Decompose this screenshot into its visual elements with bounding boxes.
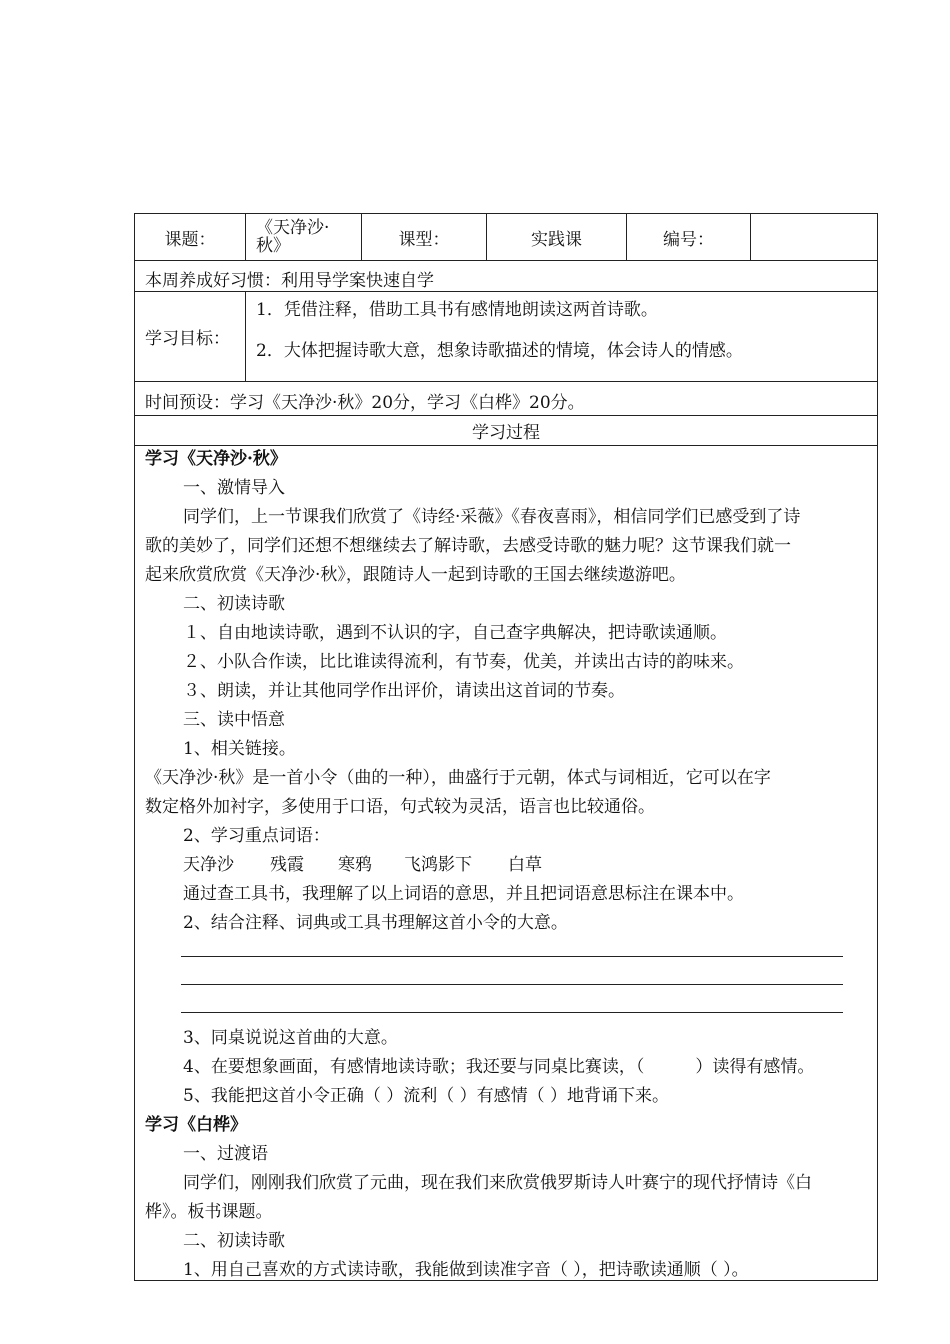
answer-line-2[interactable] [181,984,843,985]
intro-line-2: 歌的美妙了，同学们还想不想继续去了解诗歌，去感受诗歌的魅力呢？这节课我们就一 [145,536,791,556]
key-word: 寒鸦 [338,855,372,875]
time-row [135,382,877,416]
recite-task: 5、我能把这首小令正确（ ）流利（ ）有感情（ ）地背诵下来。 [183,1086,670,1106]
step-heading-first-reading-2: 二、初读诗歌 [183,1231,285,1251]
topic-value-line1: 《天净沙· [256,218,330,238]
answer-line-3[interactable] [181,1012,843,1013]
key-word: 白草 [508,855,542,875]
section-title-tianjingsha: 学习《天净沙·秋》 [145,449,287,469]
number-label-cell [627,214,751,260]
process-body [135,446,877,1280]
topic-label-cell [135,214,246,260]
topic-value-cell [246,214,362,260]
lesson-plan-table [134,213,878,1281]
type-label: 课型： [398,229,450,250]
header-row [135,214,877,261]
key-word: 残霞 [270,855,304,875]
type-value-cell [487,214,627,260]
link-text-line-2: 数定格外加衬字，多使用于口语，句式较为灵活，语言也比较通俗。 [145,797,655,817]
answer-line-1[interactable] [181,956,843,957]
step-heading-understanding: 三、读中悟意 [183,710,285,730]
key-word: 飞鸿影下 [404,855,472,875]
type-value: 实践课 [531,229,582,250]
step-heading-first-reading: 二、初读诗歌 [183,594,285,614]
goals-row [135,292,877,382]
step-heading-intro: 一、激情导入 [183,478,285,498]
imagine-task: 4、在要想象画面，有感情地读诗歌；我还要与同桌比赛读，（ ）读得有感情。 [183,1057,815,1077]
reading-step-3: ３、朗读，并让其他同学作出评价，请读出这首词的节奏。 [183,681,625,701]
process-title-row [135,416,877,446]
dictionary-note: 通过查工具书，我理解了以上词语的意思，并且把词语意思标注在课本中。 [183,884,744,904]
transition-line-2: 桦》。板书课题。 [145,1202,273,1222]
transition-line-1: 同学们，刚刚我们欣赏了元曲，现在我们来欣赏俄罗斯诗人叶赛宁的现代抒情诗《白 [183,1173,812,1193]
type-label-cell [362,214,487,260]
goals-label: 学习目标： [145,329,230,349]
step-heading-transition: 一、过渡语 [183,1144,268,1164]
goals-label-cell [135,292,246,381]
habit-text: 本周养成好习惯：利用导学案快速自学 [145,271,434,291]
reading-step-1: １、自由地读诗歌，遇到不认识的字，自己查字典解决，把诗歌读通顺。 [183,623,727,643]
reading-step-2: ２、小队合作读，比比谁读得流利，有节奏，优美，并读出古诗的韵味来。 [183,652,744,672]
number-label: 编号： [663,229,714,250]
meaning-task: 2、结合注释、词典或工具书理解这首小令的大意。 [183,913,568,933]
key-word: 天净沙 [183,855,234,875]
goal-item-2: 2．大体把握诗歌大意，想象诗歌描述的情境，体会诗人的情感。 [256,341,743,361]
topic-label: 课题： [164,229,216,250]
process-title: 学习过程 [472,423,540,443]
section-title-baihua: 学习《白桦》 [145,1115,247,1135]
habit-row [135,261,877,292]
intro-line-1: 同学们，上一节课我们欣赏了《诗经·采薇》《春夜喜雨》，相信同学们已感受到了诗 [183,507,801,527]
link-heading: 1、相关链接。 [183,739,296,759]
baihua-reading-step-1: 1、用自己喜欢的方式读诗歌，我能做到读准字音（ ），把诗歌读通顺（ ）。 [183,1260,749,1280]
intro-line-3: 起来欣赏欣赏《天净沙·秋》，跟随诗人一起到诗歌的王国去继续遨游吧。 [145,565,686,585]
time-text: 时间预设：学习《天净沙·秋》20分，学习《白桦》20分。 [145,393,585,413]
topic-value-line2: 秋》 [256,236,290,256]
deskmate-task: 3、同桌说说这首曲的大意。 [183,1028,398,1048]
number-value-cell [751,214,876,260]
goal-item-1: 1．凭借注释，借助工具书有感情地朗读这两首诗歌。 [256,300,658,320]
link-text-line-1: 《天净沙·秋》是一首小令（曲的一种），曲盛行于元朝，体式与词相近，它可以在字 [145,768,771,788]
key-words-heading: 2、学习重点词语： [183,826,330,846]
process-title-cell [135,416,877,445]
